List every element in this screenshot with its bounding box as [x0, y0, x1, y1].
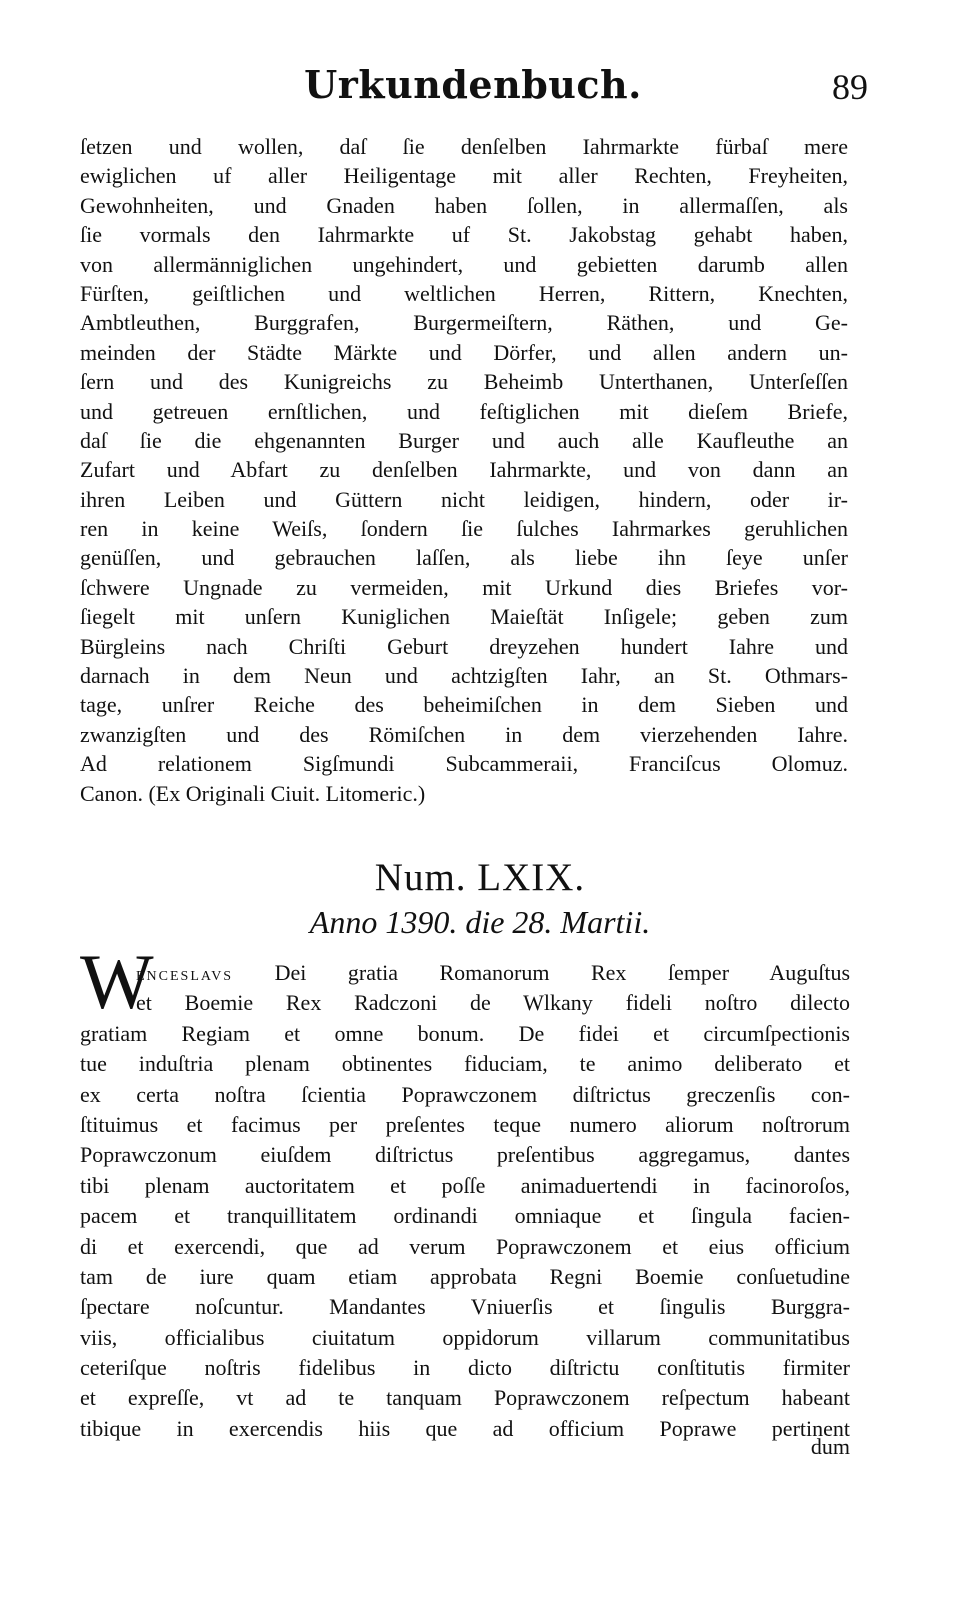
text-line: ceteriſque noſtris fidelibus in dicto diſtrictu conſtitutis firmiter: [80, 1355, 850, 1381]
page-number: 89: [832, 67, 868, 107]
text-line: zwanzigſten und des Römiſchen in dem vierzehenden Iahre.: [80, 721, 848, 747]
text-line: ihren Leiben und Güttern nicht leidigen, hindern, oder ir-: [80, 486, 848, 512]
catchword: dum: [810, 1434, 850, 1459]
text-line: tage, unſrer Reiche des beheimiſchen in dem Sieben und: [80, 692, 848, 718]
text-line: Bürgleins nach Chriſti Geburt dreyzehen hundert Iahre und: [80, 633, 848, 659]
text-line: ſtituimus et facimus per preſentes teque numero aliorum noſtrorum: [80, 1111, 850, 1137]
text-line: Fürſten, geiſtlichen und weltlichen Herren, Rittern, Knechten,: [80, 280, 848, 306]
text-line: tibi plenam auctoritatem et poſſe animaduertendi in facinoroſos,: [80, 1172, 850, 1198]
text-line: Zufart und Abfart zu denſelben Iahrmarkte, und von dann an: [80, 457, 848, 483]
first-word-smallcaps: ENCESLAVS: [136, 969, 234, 984]
text-line: di et exercendi, que ad verum Poprawczonem et eius officium: [80, 1233, 850, 1259]
text-line: ſie vormals den Iahrmarkte uf St. Jakobstag gehabt haben,: [80, 222, 848, 248]
text-line: ex certa noſtra ſcientia Poprawczonem diſtrictus greczenſis con-: [80, 1081, 850, 1107]
text-line: et Boemie Rex Radczoni de Wlkany fideli noſtro dilecto: [136, 990, 850, 1016]
text-line: Ambtleuthen, Burggrafen, Burgermeiſtern, Räthen, und Ge-: [80, 310, 848, 336]
running-head: [78, 62, 868, 122]
text-line: ewiglichen uf aller Heiligentage mit aller Rechten, Freyheiten,: [80, 163, 848, 189]
text-line: daſ ſie die ehgenannten Burger und auch alle Kaufleuthe an: [80, 427, 848, 453]
text-line: darnach in dem Neun und achtzigſten Iahr, an St. Othmars-: [80, 663, 848, 689]
text-line: genüſſen, und gebrauchen laſſen, als liebe ihn ſeye unſer: [80, 545, 848, 571]
text-line: ſern und des Kunigreichs zu Beheimb Unterthanen, Unterſeſſen: [80, 369, 848, 395]
text-line: Canon. (Ex Originali Ciuit. Litomeric.): [80, 780, 426, 806]
latin-text-block: [80, 958, 850, 1444]
text-line: Gewohnheiten, und Gnaden haben ſollen, in allermaſſen, als: [80, 192, 848, 218]
text-line: pacem et tranquillitatem ordinandi omniaque et ſingula facien-: [80, 1203, 850, 1229]
text-line: [80, 958, 850, 988]
text-line: ſetzen und wollen, daſ ſie denſelben Iahrmarkte fürbaſ mere: [80, 134, 848, 159]
text-line: und getreuen ernſtlichen, und feſtiglichen mit dieſem Briefe,: [80, 398, 848, 424]
text-line: gratiam Regiam et omne bonum. De fidei et circumſpectionis: [80, 1020, 850, 1046]
text-line: ſpectare noſcuntur. Mandantes Vniuerſis et ſingulis Burggra-: [80, 1294, 850, 1320]
text-line: tibique in exercendis hiis que ad officium Poprawe pertinent: [80, 1415, 850, 1441]
text-line: von allermänniglichen ungehindert, und gebietten darumb allen: [80, 251, 848, 277]
text-line: tam de iure quam etiam approbata Regni Boemie conſuetudine: [80, 1263, 850, 1289]
text-line-content: Dei gratia Romanorum Rex ſemper Auguſtus: [233, 960, 850, 985]
text-line: ren in keine Weiſs, ſondern ſie ſulches Iahrmarkes geruhlichen: [80, 516, 848, 542]
text-line: tue induſtria plenam obtinentes fiduciam, te animo deliberato et: [80, 1051, 850, 1077]
text-line: Poprawczonum eiuſdem diſtrictus preſentibus aggregamus, dantes: [80, 1142, 850, 1168]
section-date: Anno 1390. die 28. Martii.: [309, 904, 651, 940]
text-line: ſchwere Ungnade zu vermeiden, mit Urkund dies Briefes vor-: [80, 574, 848, 600]
german-text-block: [80, 132, 848, 808]
text-line: Ad relationem Sigſmundi Subcammeraii, Franciſcus Olomuz.: [80, 751, 848, 777]
text-line: viis, officialibus ciuitatum oppidorum villarum communitatibus: [80, 1324, 850, 1350]
running-title: Urkundenbuch.: [304, 62, 642, 107]
section-number: Num. LXIX.: [374, 856, 586, 899]
text-line: meinden der Städte Märkte und Dörfer, und allen andern un-: [80, 339, 848, 365]
drop-cap: W: [80, 938, 154, 1025]
text-line: et expreſſe, vt ad te tanquam Poprawczonem reſpectum habeant: [80, 1385, 850, 1411]
text-line: ſiegelt mit unſern Kuniglichen Maieſtät Inſigele; geben zum: [80, 604, 848, 630]
